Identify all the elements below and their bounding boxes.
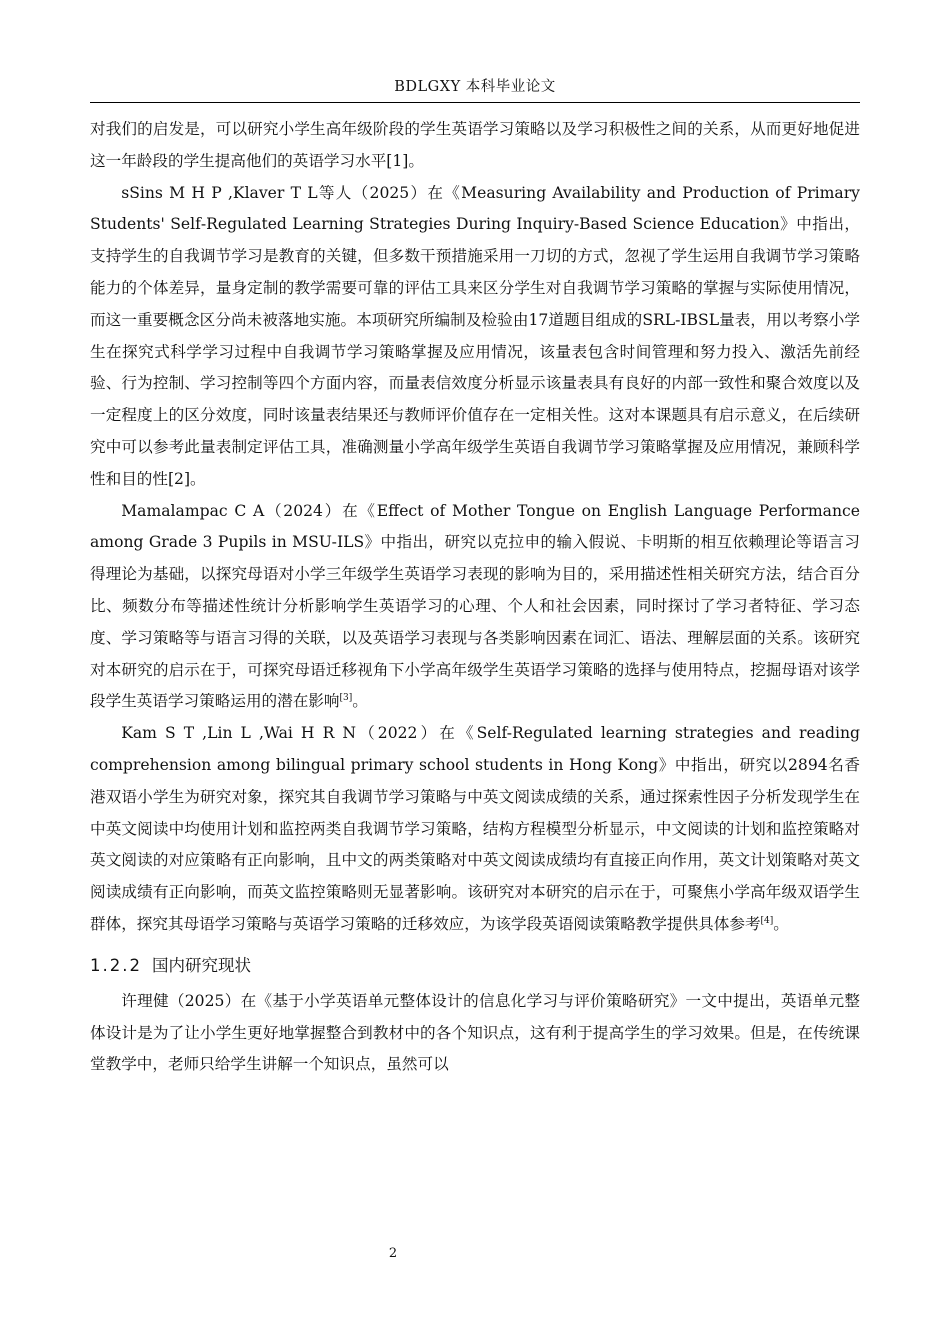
paragraph-end: 。 [773,914,789,933]
paragraph-xu: 许理健（2025）在《基于小学英语单元整体设计的信息化学习与评价策略研究》一文中提出，英语单元整体设计是为了让小学生更好地掌握整合到教材中的各个知识点，这有利于提高学生的学习效果。但是，在传统课堂教学中，老师只给学生讲解一个知识点，虽然可以 [90,991,860,1074]
citation-ref: [4] [760,915,774,926]
paragraph-sins: sSins M H P ,Klaver T L等人（2025）在《Measuring Availability and Production of Primary Students' Self‑Regulated Learning Strategies During Inquiry‑Based Science Education》中指出，支持学生的自我调节学习是教育的关键，但多数干预措施采用一刀切的方式，忽视了学生运用自我调节学习策略能力的个体差异，量身定制的教学需要可靠的评估工具来区分学生对自我调节学习策略的掌握与实际使用情况，而这一重要概念区分尚未被落地实施。本项研究所编制及检验由17道题目组成的SRL-IBSL量表，用以考察小学生在探究式科学学习过程中自我调节学习策略掌握及应用情况，该量表包含时间管理和努力投入、激活先前经验、行为控制、学习控制等四个方面内容，而量表信效度分析显示该量表具有良好的内部一致性和聚合效度以及一定程度上的区分效度，同时该量表结果还与教师评价值存在一定相关性。这对本课题具有启示意义，在后续研究中可以参考此量表制定评估工具，准确测量小学高年级学生英语自我调节学习策略掌握及应用情况，兼顾科学性和目的性[2]。 [90,183,860,488]
header-title: BDLGXY 本科毕业论文 [394,79,556,95]
paragraph-text: Mamalampac C A（2024）在《Effect of Mother Tongue on English Language Performance among Grade 3 Pupils in MSU-ILS》中指出，研究以克拉申的输入假说、卡明斯的相互依赖理论等语言习得理论为基础，以探究母语对小学三年级学生英语学习表现的影响为目的，采用描述性相关研究方法，结合百分比、频数分布等描述性统计分析影响学生英语学习的心理、个人和社会因素，同时探讨了学习者特征、学习态度、学习策略等与语言习得的关联，以及英语学习表现与各类影响因素在词汇、语法、理解层面的关系。该研究对本研究的启示在于，可探究母语迁移视角下小学高年级学生英语学习策略的选择与使用特点，挖掘母语对该学段学生英语学习策略运用的潜在影响 [90,501,860,711]
paragraph-continuation: 对我们的启发是，可以研究小学生高年级阶段的学生英语学习策略以及学习积极性之间的关系，从而更好地促进这一年龄段的学生提高他们的英语学习水平[1]。 [90,120,860,170]
paragraph-mamalampac [90,496,860,719]
page-number: 2 [388,1246,398,1261]
body-text [90,114,860,1081]
section-number: 1.2.2 [90,955,142,975]
paragraph-kam [90,718,860,941]
page-header [90,76,860,103]
section-title: 国内研究现状 [151,955,251,975]
paragraph-end: 。 [352,692,368,711]
section-heading [90,949,860,983]
paragraph-text: Kam S T ,Lin L ,Wai H R N（2022）在《Self-Regulated learning strategies and reading comprehension among bilingual primary school students in Hong Kong》中指出，研究以2894名香港双语小学生为研究对象，探究其自我调节学习策略与中英文阅读成绩的关系，通过探索性因子分析发现学生在中英文阅读中均使用计划和监控两类自我调节学习策略，结构方程模型分析显示，中文阅读的计划和监控策略对英文阅读的对应策略有正向影响，且中文的两类策略对中英文阅读成绩均有直接正向作用，英文计划策略对英文阅读成绩有正向影响，而英文监控策略则无显著影响。该研究对本研究的启示在于，可聚焦小学高年级双语学生群体，探究其母语学习策略与英语学习策略的迁移效应，为该学段英语阅读策略教学提供具体参考 [90,724,860,933]
citation-ref: [3] [339,693,353,704]
